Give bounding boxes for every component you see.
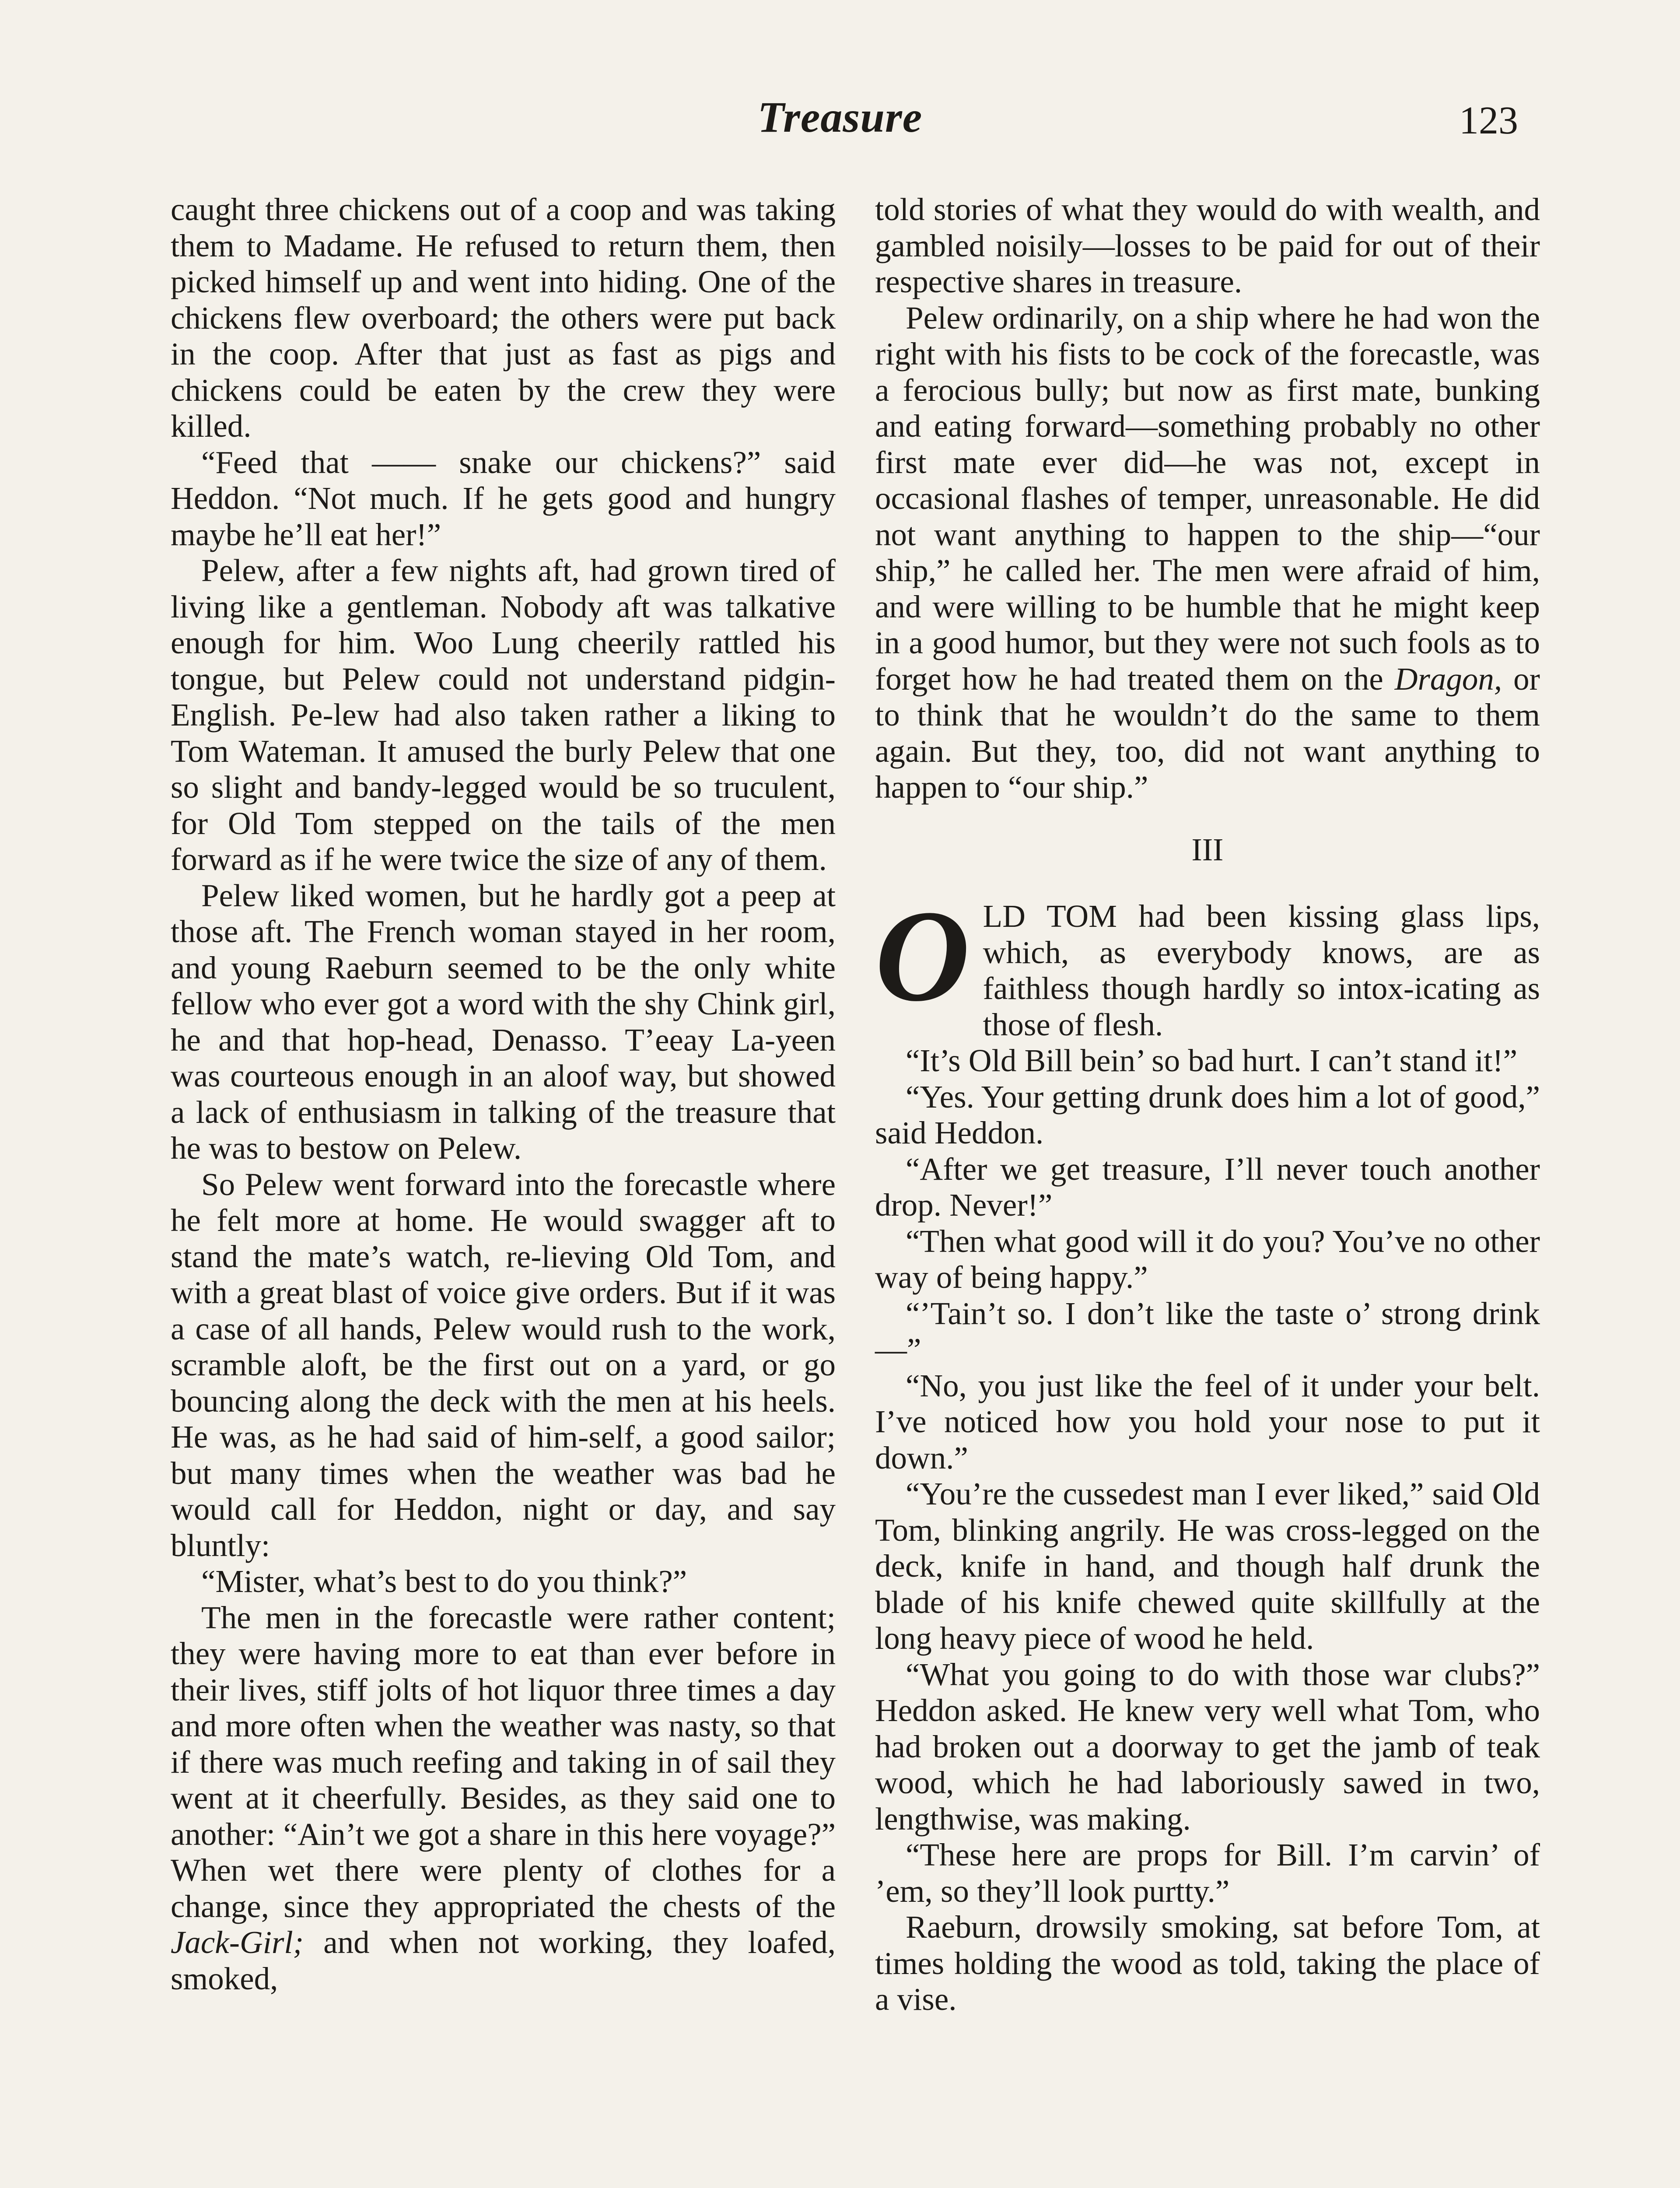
paragraph: “’Tain’t so. I don’t like the taste o’ strong drink—” xyxy=(875,1295,1540,1367)
paragraph: “After we get treasure, I’ll never touch another drop. Never!” xyxy=(875,1151,1540,1223)
ship-name: Dragon, xyxy=(1394,661,1502,697)
drop-cap: O xyxy=(875,883,970,1028)
paragraph: “These here are props for Bill. I’m carvin’ of ’em, so they’ll look purtty.” xyxy=(875,1837,1540,1909)
page-header xyxy=(0,92,1680,162)
paragraph xyxy=(171,1600,836,1997)
paragraph: “Feed that —— snake our chickens?” said Heddon. “Not much. If he gets good and hungry maybe he’ll eat her!” xyxy=(171,444,836,552)
paragraph: told stories of what they would do with wealth, and gambled noisily—losses to be paid for out of their respective shares in treasure. xyxy=(875,192,1540,299)
right-column xyxy=(875,192,1540,2018)
left-column xyxy=(171,192,836,1997)
section-opening-paragraph xyxy=(875,883,1540,1043)
paragraph: “Then what good will it do you? You’ve no other way of being happy.” xyxy=(875,1223,1540,1295)
paragraph: “It’s Old Bill bein’ so bad hurt. I can’t stand it!” xyxy=(906,1043,1518,1078)
paragraph: “Yes. Your getting drunk does him a lot of good,” said Heddon. xyxy=(875,1079,1540,1150)
paragraph xyxy=(875,300,1540,806)
page-number: 123 xyxy=(1459,99,1518,142)
paragraph: Raeburn, drowsily smoking, sat before Tom, at times holding the wood as told, taking the place of a vise. xyxy=(875,1909,1540,2017)
paragraph-text: and when not working, they loafed, smoked, xyxy=(171,1925,836,1996)
paragraph-text: LD TOM had been kissing glass lips, which, as everybody knows, are as faithless though hardly so intox-icating as those of flesh. xyxy=(983,898,1540,1042)
paragraph: “No, you just like the feel of it under your belt. I’ve noticed how you hold your nose to put it down.” xyxy=(875,1368,1540,1476)
paragraph-text: Pelew ordinarily, on a ship where he had won the right with his fists to be cock of the forecastle, was a ferocious bully; but now as first mate, bunking and eating forward—something probably no other first mate ever did—he was not, except in occasional flashes of temper, unreasonable. He did not want anything to happen to the ship—“our ship,” he called her. The men were afraid of him, and were willing to be humble that he might keep in a good humor, but they were not such fools as to forget how he had treated them on the xyxy=(875,300,1540,697)
paragraph-text: The men in the forecastle were rather content; they were having more to eat than ever before in their lives, stiff jolts of hot liquor three times a day and more often when the weather was nasty, so that if there was much reefing and taking in of sail they went at it cheerfully. Besides, as they said one to another: “Ain’t we got a share in this here voyage?” When wet there were plenty of clothes for a change, since they appropriated the chests of the xyxy=(171,1599,836,1924)
paragraph: So Pelew went forward into the forecastle where he felt more at home. He would swagger aft to stand the mate’s watch, re-lieving Old Tom, and with a great blast of voice give orders. But if it was a case of all hands, Pelew would rush to the work, scramble aloft, be the first out on a yard, or go bouncing along the deck with the men at his heels. He was, as he had said of him-self, a good sailor; but many times when the weather was bad he would call for Heddon, night or day, and say bluntly: xyxy=(171,1166,836,1563)
paragraph: caught three chickens out of a coop and was taking them to Madame. He refused to return them, then picked himself up and went into hiding. One of the chickens flew overboard; the others were put back in the coop. After that just as fast as pigs and chickens could be eaten by the crew they were killed. xyxy=(171,192,836,444)
paragraph-text: or to think that he wouldn’t do the same to them again. But they, too, did not want anything to happen to “our ship.” xyxy=(875,661,1540,805)
section-heading: III xyxy=(1191,831,1224,867)
paragraph: Pelew liked women, but he hardly got a peep at those aft. The French woman stayed in her room, and young Raeburn seemed to be the only white fellow who ever got a word with the shy Chink girl, he and that hop-head, Denasso. T’eeay La-yeen was courteous enough in an aloof way, but showed a lack of enthusiasm in talking of the treasure that he was to bestow on Pelew. xyxy=(171,877,836,1166)
paragraph: Pelew, after a few nights aft, had grown tired of living like a gentleman. Nobody aft was talkative enough for him. Woo Lung cheerily rattled his tongue, but Pelew could not understand pidgin-English. Pe-lew had also taken rather a liking to Tom Wateman. It amused the burly Pelew that one so slight and bandy-legged would be so truculent, for Old Tom stepped on the tails of the men forward as if he were twice the size of any of them. xyxy=(171,553,836,877)
ship-name: Jack-Girl; xyxy=(171,1925,304,1960)
paragraph: “You’re the cussedest man I ever liked,” said Old Tom, blinking angrily. He was cross-legged on the deck, knife in hand, and though half drunk the blade of his knife chewed quite skillfully at the long heavy piece of wood he held. xyxy=(875,1476,1540,1656)
running-title: Treasure xyxy=(757,93,923,141)
paragraph: “Mister, what’s best to do you think?” xyxy=(201,1564,687,1599)
paragraph: “What you going to do with those war clubs?” Heddon asked. He knew very well what Tom, who had broken out a doorway to get the jamb of teak wood, which he had laboriously sawed in two, lengthwise, was making. xyxy=(875,1656,1540,1837)
